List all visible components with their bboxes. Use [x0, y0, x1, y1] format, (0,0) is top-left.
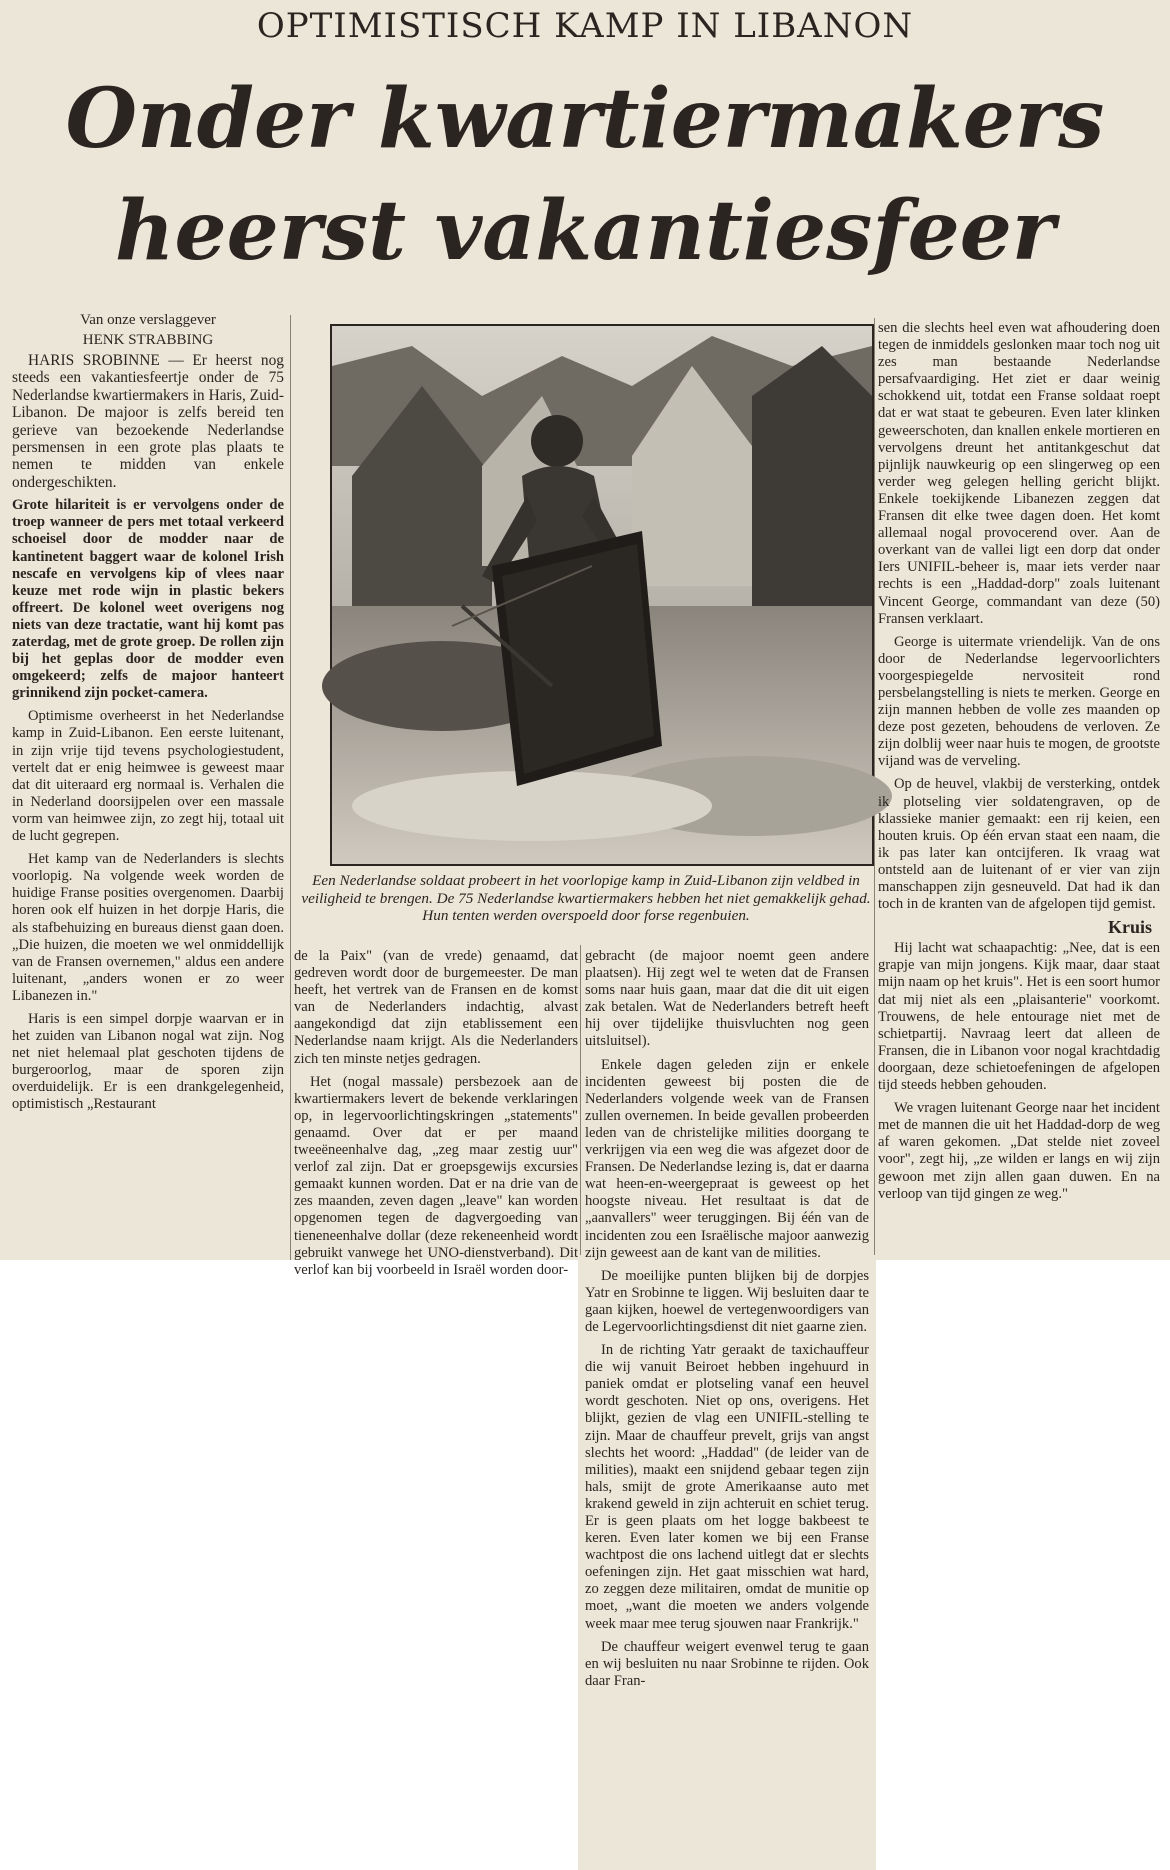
body-paragraph: George is uitermate vriendelijk. Van de ons door de Nederlandse legervoorlichters voorgespiegelde nervositeit rond persbelangstelling is niets te merken. George en zijn mannen hebben de volle zes maanden op deze post gezeten, behoudens de verloven. Ze zijn dolblij weer naar huis te mogen, de grootste vijand was de verveling. — [878, 633, 1160, 770]
body-paragraph: Het (nogal massale) persbezoek aan de kwartiermakers levert de bekende verklaringen op, in legervoorlichtingskringen „statements" genaamd. Over dat er per maand tweeëneenhalve dag, „zeg maar zestig uur" verlof zal zijn. Dat er groepsgewijs excursies gemaakt kunnen worden. Dat er na drie van de zes maanden, zeven dagen „leave" kan worden opgenomen tegen de dagvergoeding van tieneneenhalve dollar (deze rekeneenheid wordt gebruikt vanwege het UNO-dienstverband). Dit verlof kan bij voorbeeld in Israël worden door- — [294, 1073, 578, 1278]
body-paragraph: Haris is een simpel dorpje waarvan er in het zuiden van Libanon nogal wat zijn. Nog net niet helemaal plat geschoten tijdens de burgeroorlog, maar de sporen zijn overduidelijk. Er is een drankgelegenheid, optimistisch „Restaurant — [12, 1010, 284, 1113]
headline-line-1: Onder kwartiermakers — [65, 71, 1105, 167]
body-paragraph: sen die slechts heel even wat afhoudering doen tegen de inmiddels geslonken maar toch nog uit zes man bestaande Nederlandse persafvaardiging. Het ziet er daar weinig schokkend uit, totdat een Franse soldaat roept dat er wat staat te gebeuren. Even later klinken geweerschoten, dan knallen enkele mortieren en vervolgens dreunt het antitankgeschut dat pijnlijk nauwkeurig op een slingerweg op een verder weg gelegen helling gericht blijkt. Enkele toekijkende Libanezen zeggen dat Fransen dit elke twee dagen doen. Het komt allemaal nogal provocerend over. Aan de overkant van de vallei ligt een dorp dat onder Iers UNIFIL-beheer is, maar iets verder naar rechts is een „Haddad-dorp" zoals luitenant Vincent George, commandant van deze (50) Fransen verklaart. — [878, 320, 1160, 627]
column-1 — [12, 312, 284, 1257]
body-paragraph: Op de heuvel, vlakbij de versterking, ontdek ik plotseling vier soldatengraven, op de klassieke manier gemaakt: een rij keien, een houten kruis. Op één ervan staat een naam, die ik pas later kan ontcijferen. Ik vraag wat ontsteld aan de luitenant of er vier van zijn manschappen zijn gesneuveld. Dat had ik dan toch in de kranten van de afgelopen tijd gemist. — [878, 776, 1160, 913]
column-4 — [878, 320, 1160, 1275]
byline-line-2: HENK STRABBING — [82, 332, 214, 348]
byline-line-1: Van onze verslaggever — [80, 312, 216, 328]
body-paragraph: In de richting Yatr geraakt de taxichauffeur die wij vanuit Beiroet hebben ingehuurd in paniek omdat er plotseling vanaf een heuvel wordt geschoten. Niet op ons, overigens. Het blijkt, gezien de vlag een UNIFIL-stelling te zijn. Maar de chauffeur prevelt, grijs van angst slechts het woord: „Haddad" (de leider van de milities), maakt een snijdend gebaar tegen zijn hals, smijt de grote Amerikaanse auto met krakend geweld in zijn achteruit en schiet terug. Er is geen plaats om het logge bakbeest te keren. Even later komen we bij een Franse wachtpost die ons lachend uitlegt dat er slechts oefeningen zijn. Het gaat misschien wat hard, zo zeggen deze militairen, omdat de munitie op moet, „want die moeten we anders volgende week maar mee terug sjouwen naar Frankrijk." — [585, 1342, 869, 1632]
subheading: Kruis — [1107, 917, 1152, 938]
kicker: OPTIMISTISCH KAMP IN LIBANON — [256, 6, 914, 46]
intro-paragraph: Grote hilariteit is er vervolgens onder de troep wanneer de pers met totaal verkeerd schoeisel door de modder naar de kantinetent baggert waar de kolonel Irish nescafe en vervolgens kip of vlees naar keuze met rode wijn in plastic bekers offreert. De kolonel weet overigens nog niets van deze tractatie, want hij komt pas zaterdag, met de grote groep. De rollen zijn bij het geplas door de modder even omgekeerd; zelfs de majoor hanteert grinnikend zijn pocket-camera. — [12, 497, 284, 702]
column-2 — [294, 948, 578, 1278]
photo-caption: Een Nederlandse soldaat probeert in het voorlopige kamp in Zuid-Libanon zijn veldbed in veiligheid te brengen. De 75 Nederlandse kwartiermakers hebben het niet gemakkelijk gehad. Hun tenten werden overspoeld door forse regenbuien. — [301, 872, 871, 925]
soldier-photo-image — [332, 326, 872, 864]
body-paragraph: Optimisme overheerst in het Nederlandse kamp in Zuid-Libanon. Een eerste luitenant, in zijn vrije tijd tevens psychologiestudent, vertelt dat er enig heimwee is geweest maar dat dit uiteraard erg normaal is. Verhalen die in Nederland doorsijpelen over een massale vorm van heimwee zijn, zo zegt hij, totaal uit de lucht gegrepen. — [12, 708, 284, 845]
body-paragraph: Hij lacht wat schaapachtig: „Nee, dat is een grapje van mijn jongens. Kijk maar, daar staat mijn naam op het kruis". Het is een soort humor dat mij niet als een „plaisanterie" voorkomt. Trouwens, de hele entourage niet met de schietpartij. Navraag leert dat alleen de Fransen, die in Libanon voor nogal krachtdadig doorgaan, deze schietoefeningen de afgelopen tijd steeds hebben gehouden. — [878, 940, 1160, 1094]
body-paragraph: Het kamp van de Nederlanders is slechts voorlopig. Na volgende week worden de huidige Franse posities overgenomen. Daarbij horen ook elf huizen in het dorpje Haris, die als stafbehuizing en bureaus dienst gaan doen. „Die huizen, die moeten we wel onmiddellijk van de Fransen overnemen," aldus een andere luitenant, „anders wonen er zo weer Libanezen in." — [12, 851, 284, 1004]
column-3 — [585, 948, 869, 1863]
column-rule — [290, 315, 291, 1260]
body-paragraph: De chauffeur weigert evenwel terug te gaan en wij besluiten nu naar Srobinne te rijden. Ook daar Fran- — [585, 1638, 869, 1689]
body-paragraph: We vragen luitenant George naar het incident met de mannen die uit het Haddad-dorp de weg af waren gekomen. „Dat stelde niet zoveel voor", zegt hij, „ze wilden er langs en wij zijn gewoon met zijn allen gaan duwen. En na verloop van tijd gingen ze weg." — [878, 1100, 1160, 1202]
body-paragraph: Enkele dagen geleden zijn er enkele incidenten geweest bij posten die de Nederlanders volgende week van de Fransen zullen overnemen. In beide gevallen probeerden leden van de christelijke milities doorgang te verkrijgen via een weg die was afgezet door de Fransen. De Nederlandse lezing is, dat er daarna wat heen-en-weergepraat is geweest op het hoogste niveau. Het resultaat is dat de „aanvallers" weer teruggingen. Bij één van de incidenten zou een Israëlische majoor aanwezig zijn geweest aan de kant van de milities. — [585, 1056, 869, 1261]
headline-line-2: heerst vakantiesfeer — [114, 183, 1056, 279]
news-photo — [330, 324, 874, 866]
body-paragraph: de la Paix" (van de vrede) genaamd, dat gedreven wordt door de burgemeester. De man heeft, het vertrek van de Fransen en de komst van de Nederlanders indachtig, alvast aangekondigd dat zijn etablissement een Nederlandse naam krijgt. Als die Nederlanders zich ten minste netjes gedragen. — [294, 948, 578, 1067]
body-paragraph: gebracht (de majoor noemt geen andere plaatsen). Hij zegt wel te weten dat de Fransen soms naar huis gaan, maar dat die dit uit eigen zak betalen. Wat de Nederlanders betreft heeft hij over tijdelijke thuisvluchten nog geen uitsluitsel). — [585, 948, 869, 1050]
column-rule — [580, 945, 581, 1260]
lead-paragraph: HARIS SROBINNE — Er heerst nog steeds een vakantiesfeertje onder de 75 Nederlandse kwartiermakers in Haris, Zuid-Libanon. De majoor is zelfs bereid ten gerieve van bezoekende Nederlandse persmensen in een grote plas plaats te nemen te midden van enkele ondergeschikten. — [12, 352, 284, 491]
body-paragraph: De moeilijke punten blijken bij de dorpjes Yatr en Srobinne te liggen. Wij besluiten daar te gaan kijken, hoewel de vertegenwoordigers van de Legervoorlichtingsdienst dit niet gaarne zien. — [585, 1267, 869, 1335]
